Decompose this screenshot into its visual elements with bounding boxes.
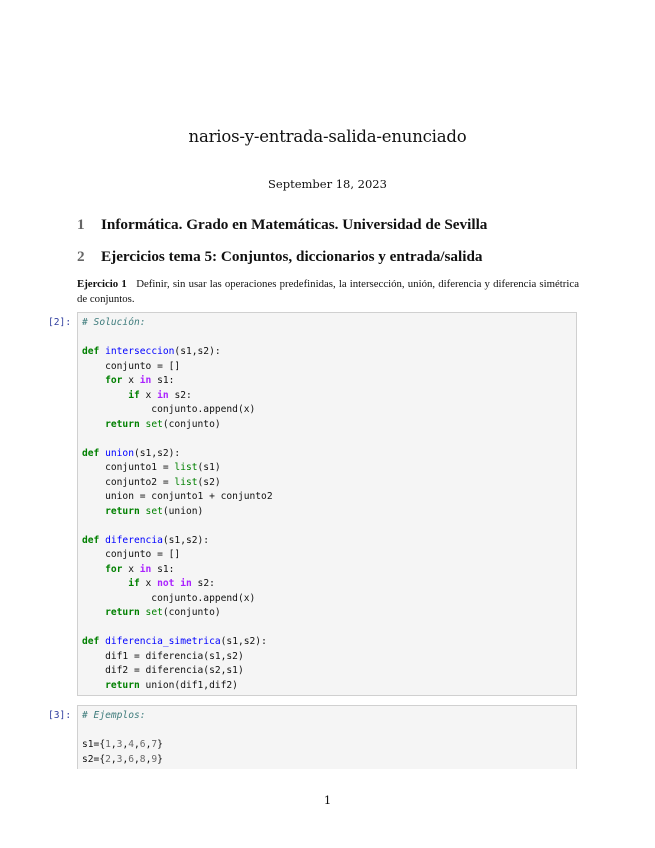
code-cell[interactable] xyxy=(77,705,577,769)
exercise-paragraph xyxy=(77,277,579,307)
section-heading-1 xyxy=(77,216,487,234)
code-block[interactable]: # Solución: def interseccion(s1,s2): conjunto = [] for x in s1: if x in s2: conjunto.append(x) return set(conjunto) def union(s1,s2): conjunto1 = list(s1) conjunto2 = list(s2) union = conjunto1 + conjunto2 return set(union) def diferencia(s1,s2): conjunto = [] for x in s1: if x not in s2: conjunto.append(x) return set(conjunto) def diferencia_simetrica(s1,s2): dif1 = diferencia(s1,s2) dif2 = diferencia(s2,s1) return union(dif1,dif2) xyxy=(82,317,273,691)
page-number: 1 xyxy=(323,793,332,807)
cell-prompt: [2]: xyxy=(48,317,72,328)
document-title: narios-y-entrada-salida-enunciado xyxy=(188,127,467,146)
exercise-text: Definir, sin usar las operaciones predefinidas, la intersección, unión, diferencia y diferencia simétrica de conjuntos. xyxy=(77,278,579,305)
code-block[interactable]: # Ejemplos: s1={1,3,4,6,7} s2={2,3,6,8,9} xyxy=(82,710,163,765)
section-title: Ejercicios tema 5: Conjuntos, diccionarios y entrada/salida xyxy=(101,248,483,265)
code-cell[interactable] xyxy=(77,312,577,696)
section-heading-2 xyxy=(77,248,483,266)
cell-prompt: [3]: xyxy=(48,710,72,721)
section-number: 2 xyxy=(77,248,85,265)
exercise-label: Ejercicio 1 xyxy=(77,278,127,290)
section-title: Informática. Grado en Matemáticas. Universidad de Sevilla xyxy=(101,216,488,233)
section-number: 1 xyxy=(77,216,85,233)
document-date: September 18, 2023 xyxy=(268,177,387,191)
